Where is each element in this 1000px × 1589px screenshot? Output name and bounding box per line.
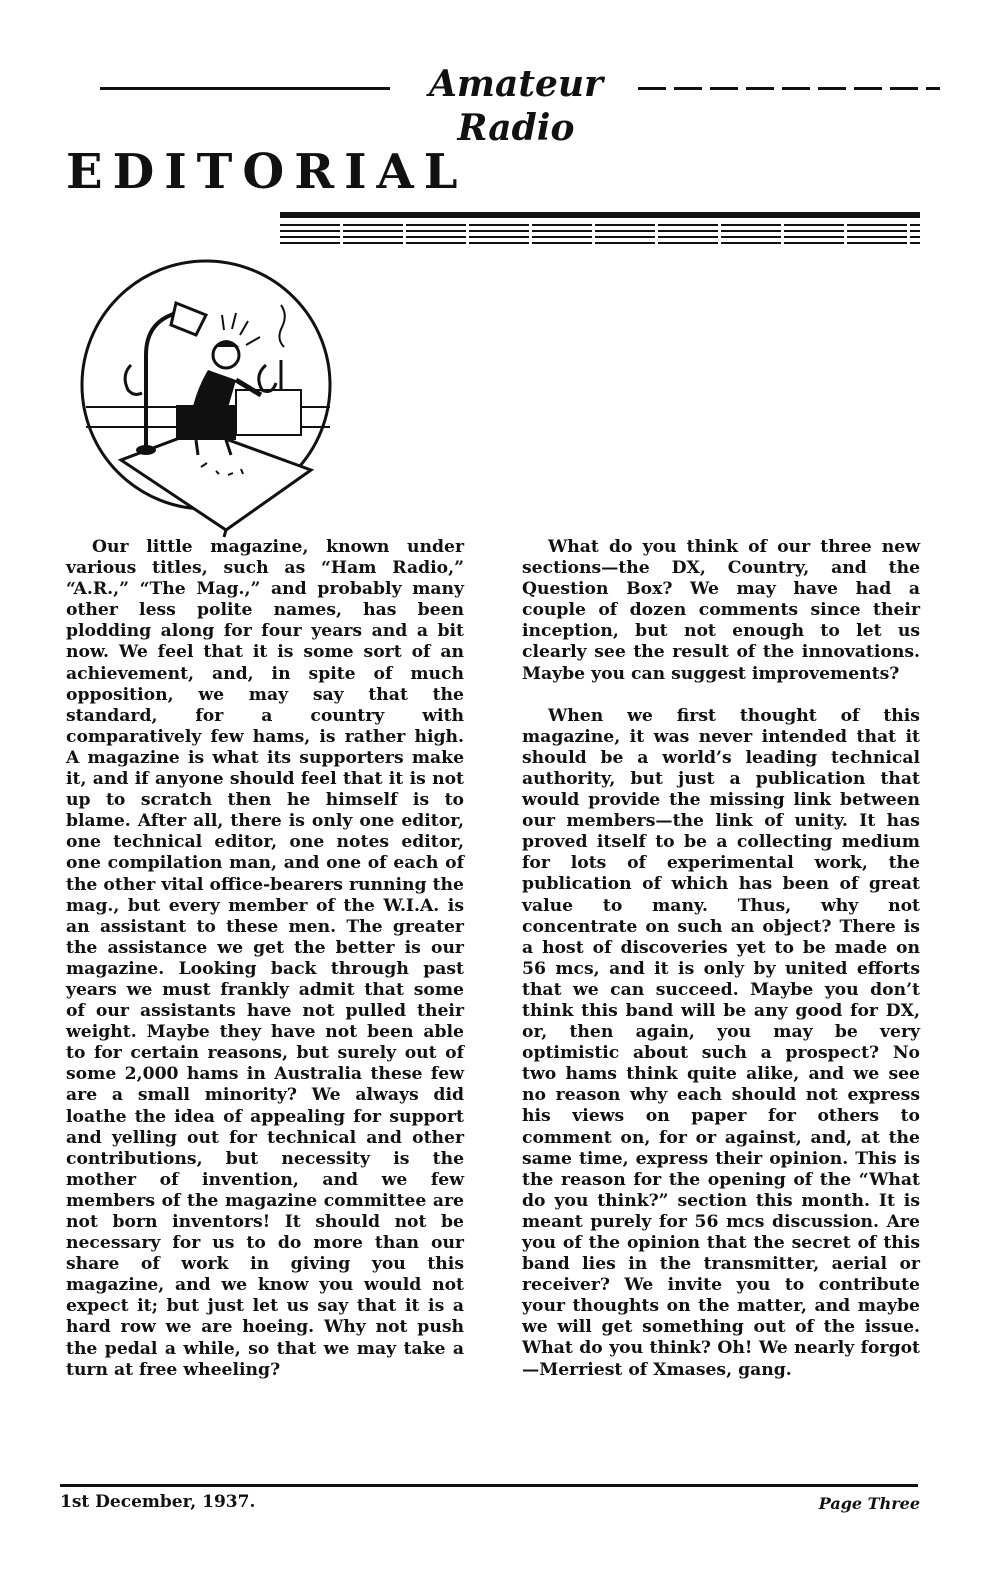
masthead-line-left xyxy=(100,87,390,90)
title-rule-thin xyxy=(280,224,920,226)
title-rule-thin xyxy=(280,236,920,238)
paragraph: Our little magazine, known under various titles, such as “Ham Radio,” “A.R.,” “The Mag.,” and probably many other less polite names, has been plodding along for four years and a bit now. We feel that it is some sort of an achievement, and, in spite of much opposition, we may say that the standard, for a country with comparatively few hams, is rather high. A magazine is what its supporters make it, and if anyone should feel that it is not up to scratch then he himself is to blame. After all, there is only one editor, one technical editor, one notes editor, one compilation man, and one of each of the other vital office-bearers running the mag., but every member of the W.I.A. is an assistant to these men. The greater the assistance we get the better is our magazine. Looking back through past years we must frankly admit that some of our assistants have not pulled their weight. Maybe they have not been able to for certain reasons, but surely out of some 2,000 hams in Australia these few are a small minority? We always did loathe the idea of appealing for support and yelling out for technical and other contributions, but necessity is the mother of invention, and we few members of the magazine committee are not born inventors! It should not be necessary for us to do more than our share of work in giving you this magazine, and we know you would not expect it; but just let us say that it is a hard row we are hoeing. Why not push the pedal a while, so that we may take a turn at free wheeling? xyxy=(66,537,464,1380)
page-number: Page Three xyxy=(818,1494,920,1513)
paragraph: What do you think of our three new sections—the DX, Country, and the Question Box? We may have had a couple of dozen comments since their inception, but not enough to let us clearly see the result of the innovations. Maybe you can suggest improvements? xyxy=(522,537,920,684)
footer-rule xyxy=(60,1484,918,1487)
masthead-line-right xyxy=(638,87,940,90)
paragraph: When we first thought of this magazine, it was never intended that it should be a world’s leading technical authority, but just a publication that would provide the missing link between our members—the link of unity. It has proved itself to be a collecting medium for lots of experimental work, the publication of which has been of great value to many. Thus, why not concentrate on such an object? There is a host of discoveries yet to be made on 56 mcs, and it is only by united efforts that we can succeed. Maybe you don’t think this band will be any good for DX, or, then again, you may be very optimistic about such a prospect? No two hams think quite alike, and we see no reason why each should not express his views on paper for others to comment on, for or against, and, at the same time, express their opinion. This is the reason for the opening of the “What do you think?” section this month. It is meant purely for 56 mcs discussion. Are you of the opinion that the secret of this band lies in the transmitter, aerial or receiver? We invite you to contribute your thoughts on the matter, and maybe we will get something out of the issue. What do you think? Oh! We nearly forgot —Merriest of Xmases, gang. xyxy=(522,705,920,1380)
title-rules xyxy=(280,212,920,248)
title-rule-thick xyxy=(280,212,920,218)
masthead-title: Amateur Radio xyxy=(428,63,604,149)
page-title: EDITORIAL xyxy=(66,144,468,200)
editorial-column-left xyxy=(66,537,464,1381)
title-rule-thin xyxy=(280,230,920,232)
title-rule-thin xyxy=(280,242,920,244)
editorial-column-right xyxy=(522,537,920,1381)
masthead-rule xyxy=(100,62,940,149)
issue-date: 1st December, 1937. xyxy=(60,1492,256,1512)
ham-operator-at-desk-illustration xyxy=(76,255,346,540)
